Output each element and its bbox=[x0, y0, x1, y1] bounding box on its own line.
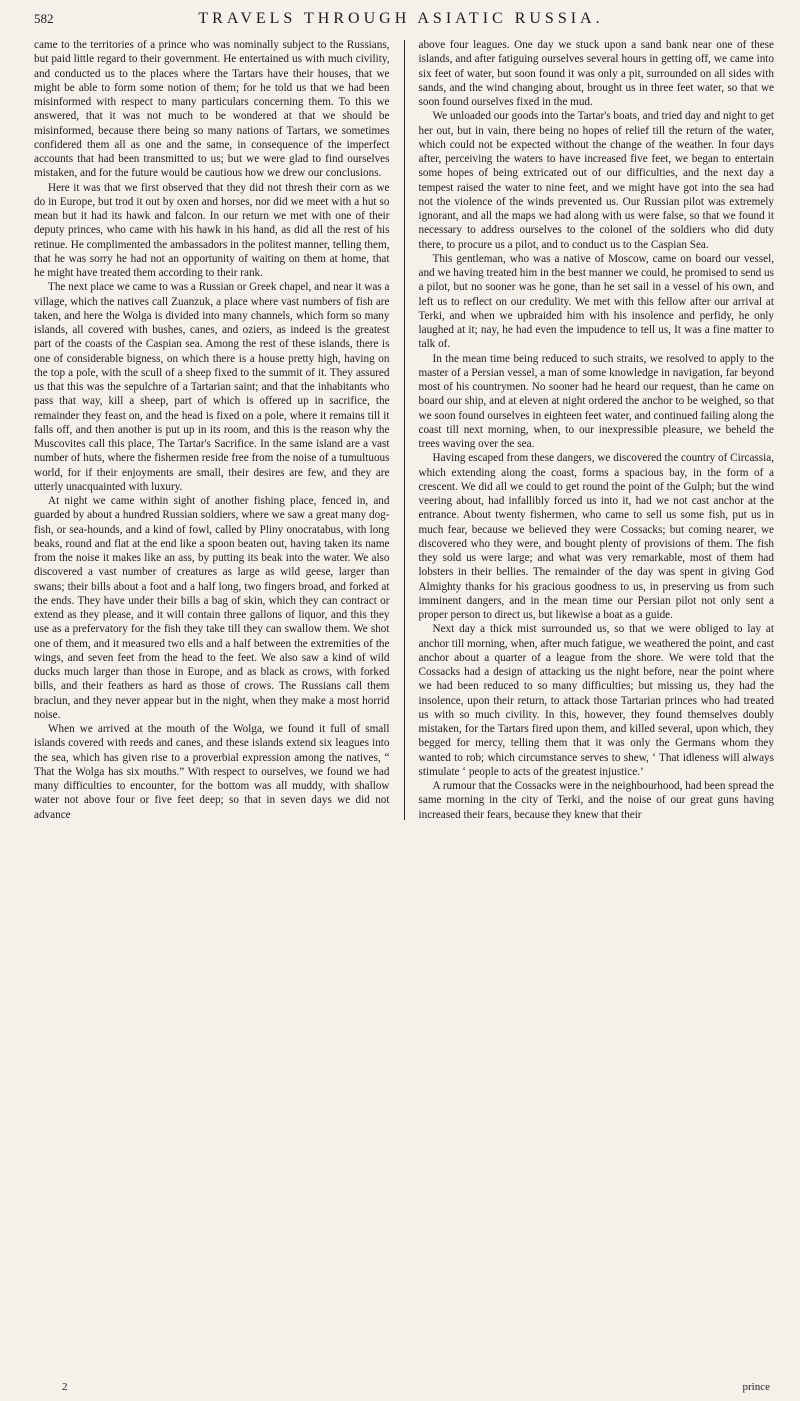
paragraph: We unloaded our goods into the Tartar's boats, and tried day and night to get her out, but in vain, there being no hopes of relief till the return of the water, which could not be expected without the change of the weather. In four days after, perceiving the waters to have increased five feet, we began to entertain some hopes of being extricated out of our difficulties, and the next day a tempest raised the water to nine feet, and we might have got into the sea had not the violence of the winds prevented us. Our Russian pilot was extremely ignorant, and all the maps we had along with us were false, so that we found it necessary to address ourselves to the colonel of the soldiers who did duty there, to procure us a pilot, and to conduct us to the Caspian Sea. bbox=[418, 110, 774, 251]
page-header bbox=[34, 10, 774, 36]
paragraph: This gentleman, who was a native of Moscow, came on board our vessel, and we having treated him in the best manner we could, he promised to send us a pilot, but no sooner was he gone, than he set sail in a vessel of his own, and left us to reflect on our credulity. We met with this fellow after our arrival at Terki, and when we upbraided him with his insolence and perfidy, he only laughed at it; nay, he had even the impudence to tell us, It was a fine matter to talk of. bbox=[418, 252, 774, 351]
column-divider bbox=[404, 40, 405, 820]
right-column bbox=[419, 38, 775, 822]
catchword: prince bbox=[742, 1381, 770, 1393]
paragraph: Next day a thick mist surrounded us, so that we were obliged to lay at anchor till morning, when, after much fatigue, we weathered the point, and cast anchor about a quarter of a league from the shore. We were told that the Cossacks had a design of attacking us the night before, near the point where we had been reduced to so many difficulties; but missing us, they had the insolence, upon their return, to attack those Tartarian princes who had treated us with so much civility. In this, however, they found themselves doubly mistaken, for the Tartars fired upon them, and killed several, upon which, they begged for mercy, telling them that it was only the Germans whom they wanted to rob; which circumstance serves to shew, ‘ That idleness will always stimulate ‘ people to acts of the greatest injustice.’ bbox=[418, 623, 774, 778]
running-title: TRAVELS THROUGH ASIATIC RUSSIA. bbox=[198, 10, 604, 27]
paragraph: above four leagues. One day we stuck upon a sand bank near one of these islands, and after fatiguing ourselves several hours in getting off, we came into six feet of water, but soon found it was only a pit, surrounded on all sides with sands, and the wind changing about, brought us in three feet water, so that we soon found ourselves fixed in the mud. bbox=[418, 39, 774, 108]
paragraph: The next place we came to was a Russian or Greek chapel, and near it was a village, which the natives call Zuanzuk, a place where vast numbers of fish are taken, and here the Wolga is divided into many channels, which form so many islands, all covered with bushes, canes, and oziers, as indeed is the greatest part of the coasts of the Caspian sea. Among the rest of these islands, there is one of considerable bigness, on which there is a house pretty high, having on the top a pole, with the scull of a sheep fixed to the summit of it. They assured us that this was the sepulchre of a Tartarian saint; and that the inhabitants who pass that way, kill a sheep, part of which is offered up in sacrifice, the remainder they feast on, and the head is fixed on a pole, where it remains till it falls off, and then another is put up in its room, and this is the reason why the Muscovites call this place, The Tartar's Sacrifice. In the same island are a vast number of huts, where the fishermen reside free from the noise of a tumultuous world, for if their enjoyments are small, their desires are few, and they are utterly unacquainted with luxury. bbox=[34, 281, 390, 493]
page-number: 582 bbox=[34, 11, 54, 26]
paragraph: came to the territories of a prince who was nominally subject to the Russians, but paid little regard to their government. He entertained us with much civility, and conducted us to the places where the Tartars have their houses, that we might be able to form some notion of them; for he told us that we had been misinformed with respect to many particulars concerning them. To this we answered, that it was not much to be wondered at that we should be misinformed, because there being so many nations of Tartars, we sometimes confidered them all as one and the same, in consequence of the imperfect accounts that had been transmitted to us; but we were glad to find ourselves mistaken, and for the future would be cautious how we drew our conclusions. bbox=[34, 39, 390, 180]
paragraph: Here it was that we first observed that they did not thresh their corn as we do in Europe, but trod it out by oxen and horses, nor did we meet with a hut so mean but it had its hawk and falcon. In our return we met with one of their deputy princes, who came with his hawk in his hand, as did all the rest of his retinue. He complimented the ambassadors in the politest manner, telling them, that he was sorry he had not an opportunity of waiting on them at home, that he might have treated them according to their rank. bbox=[34, 181, 390, 279]
left-column bbox=[34, 38, 390, 822]
paragraph: When we arrived at the mouth of the Wolga, we found it full of small islands covered with reeds and canes, and these islands extend six leagues into the sea, which has given rise to a proverbial expression among the natives, “ That the Wolga has six mouths.” With respect to ourselves, we found we had many difficulties to encounter, for the bottom was all muddy, with shallow water not above four or five feet deep; so that in seven days we did not advance bbox=[34, 723, 390, 821]
text-columns bbox=[34, 38, 774, 822]
paragraph: Having escaped from these dangers, we discovered the country of Circassia, which extending along the coast, forms a spacious bay, in the form of a crescent. We did all we could to get round the point of the Gulph; but the wind veering about, had infallibly forced us into it, had we not cast anchor at the entrance. About twenty fishermen, who came to sell us some fish, put us in much fear, because we believed they were Cossacks; but coming nearer, we discovered who they were, and bought plenty of provisions of them. The fish they sold us were large; and what was very remarkable, most of them had lobsters in their bellies. The remainder of the day was spent in giving God Almighty thanks for his gracious goodness to us, in preserving us from such imminent dangers, and in the mean time our Persian pilot not only sent a proper person to direct us, but likewise a boat as a guide. bbox=[418, 452, 774, 621]
signature-mark: 2 bbox=[62, 1381, 68, 1393]
paragraph: At night we came within sight of another fishing place, fenced in, and guarded by about a hundred Russian soldiers, where we saw a great many dog-fish, or sea-hounds, and a kind of fowl, called by Pliny onocratabus, with long beaks, round and flat at the end like a spoon beaten out, having taken its name from the noise it makes like an ass, by putting its beak into the water. We also discovered a vast number of creatures as large as wild geese, larger than swans; their bills about a foot and a half long, two fingers broad, and forked at the ends. They have under their bills a bag of skin, which they can contract or extend as they please, and it will contain three gallons of liquor, and this they use as a prefervatory for the fish they take till they can swallow them. We shot one of them, and it measured two ells and a half between the extremities of the wings, and seven feet from the head to the feet. We also saw a kind of wild ducks much larger than those in Europe, and as black as crows, with forked bills, and their feathers as hard as those of crows. The Russians call them braclun, and they never appear but in the night, when they make a most horrid noise. bbox=[34, 495, 390, 721]
paragraph: In the mean time being reduced to such straits, we resolved to apply to the master of a Persian vessel, a man of some knowledge in navigation, far beyond most of his countrymen. No sooner had he heard our request, than he came on board our ship, and at eleven at night ordered the anchor to be weighed, so that we soon found ourselves in eighteen feet water, and continued failing along the coast till next morning, when, to our inexpressible pleasure, we beheld the trees waving over the sea. bbox=[418, 352, 774, 450]
paragraph: A rumour that the Cossacks were in the neighbourhood, had been spread the same morning in the city of Terki, and the noise of our great guns having increased their fears, because they knew that their bbox=[418, 780, 774, 821]
